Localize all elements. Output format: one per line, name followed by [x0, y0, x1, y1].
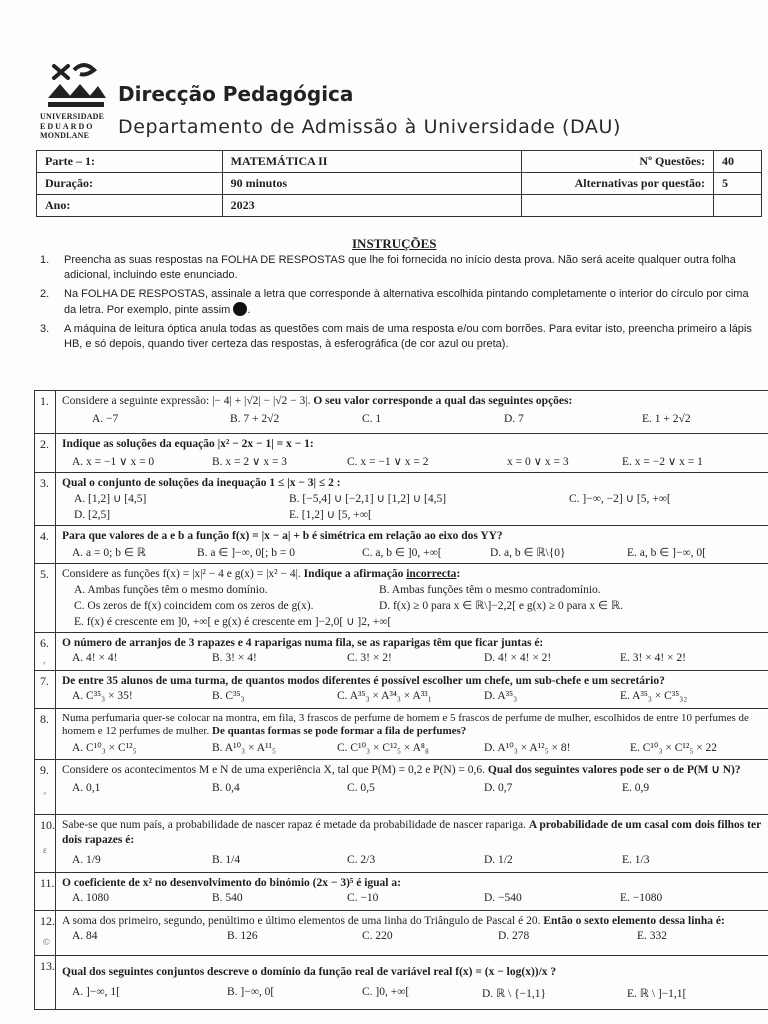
instruction-text: A máquina de leitura óptica anula todas as questões com mais de uma resposta e/ou com borrões. Para evitar isto, preencha primeiro a lápis HB, e só depois, quando tiver certeza das respostas, à esferográfica (de cor azul ou preta).	[64, 323, 752, 350]
option-a[interactable]: A. 4! × 4!	[72, 652, 118, 664]
option-a[interactable]: A. [1,2] ∪ [4,5]	[74, 493, 147, 505]
option-c[interactable]: C. ]0, +∞[	[362, 986, 410, 998]
option-e[interactable]: E. f(x) é crescente em ]0, +∞[ e g(x) é crescente em ]−2,0[ ∪ ]2, +∞[	[74, 616, 392, 628]
options-row	[62, 782, 768, 798]
option-e[interactable]: E. 3! × 4! × 2!	[620, 652, 686, 664]
questions-label: Nº Questões:	[522, 151, 714, 173]
option-a[interactable]: A. x = −1 ∨ x = 0	[72, 456, 155, 468]
instructions-title: INSTRUÇÕES	[352, 236, 437, 251]
questions-value: 40	[714, 151, 762, 173]
option-c[interactable]: C. Os zeros de f(x) coincidem com os zeros de g(x).	[74, 600, 314, 612]
option-d[interactable]: D. A³⁵₃	[484, 690, 518, 702]
question-number: 13.	[35, 956, 56, 1010]
question-number	[35, 633, 56, 671]
question-stem: Para que valores de a e b a função f(x) = |x − a| + b é simétrica em relação ao eixo dos YY?	[62, 530, 503, 542]
question-stem-bold: De quantas formas se pode formar a fila de perfumes?	[212, 725, 467, 737]
question-body	[56, 526, 768, 564]
question-row	[35, 473, 768, 526]
question-stem: Numa perfumaria quer-se colocar na montra, em fila, 3 frascos de perfume de homem e 5 frascos de perfume de mulher, escolhidos de entre 10 perfumes de homem e 12 perfumes de mulher.	[62, 712, 749, 737]
option-e[interactable]: E. a, b ∈ ]−∞, 0[	[627, 547, 706, 559]
option-e[interactable]: E. 1 + 2√2	[642, 413, 691, 425]
instruction-item	[40, 287, 752, 318]
option-a[interactable]: A. 1080	[72, 892, 110, 904]
options-row	[62, 854, 768, 870]
uem-emblem-icon	[44, 62, 106, 110]
question-number	[35, 760, 56, 815]
option-e[interactable]: E. ℝ \ ]−1,1[	[627, 988, 687, 1000]
question-number: 1.	[35, 391, 56, 434]
instruction-number: 3.	[40, 323, 50, 335]
question-stem: Qual dos seguintes conjuntos descreve o domínio da função real de variável real f(x) = (x − log(x))/x ?	[62, 966, 557, 978]
option-b[interactable]: B. C³⁵₃	[212, 690, 245, 702]
exam-info-table	[36, 150, 762, 217]
subject-value: MATEMÁTICA II	[222, 151, 521, 173]
instruction-number: 2.	[40, 288, 50, 300]
question-row	[35, 564, 768, 633]
empty-cell	[522, 195, 714, 217]
option-b[interactable]: B. 540	[212, 892, 243, 904]
question-row	[35, 760, 768, 815]
option-c[interactable]: C. 0,5	[347, 782, 375, 794]
question-stem: Considere as funções f(x) = |x|² − 4 e g(x) = |x² − 4|.	[62, 568, 304, 580]
option-c[interactable]: C. 1	[362, 413, 382, 425]
option-c[interactable]: C. a, b ∈ ]0, +∞[	[362, 547, 442, 559]
logo-line-2: EDUARDO	[40, 121, 95, 131]
option-d[interactable]: D. −540	[484, 892, 522, 904]
stray-mark: ◦	[43, 788, 47, 798]
options-grid	[62, 492, 768, 523]
option-c[interactable]: C. 3! × 2!	[347, 652, 392, 664]
options-row	[62, 892, 768, 908]
option-c[interactable]: C. x = −1 ∨ x = 2	[347, 456, 429, 468]
options-row	[62, 454, 768, 470]
question-body	[56, 671, 768, 709]
filled-circle-icon	[233, 302, 247, 316]
question-number: 3.	[35, 473, 56, 526]
question-number	[35, 911, 56, 956]
question-stem-bold: Então o sexto elemento dessa linha é:	[543, 915, 725, 927]
duration-label: Duração:	[37, 173, 223, 195]
university-logo	[40, 62, 112, 146]
question-stem: O número de arranjos de 3 rapazes e 4 raparigas numa fila, se as raparigas têm que ficar juntas é:	[62, 637, 544, 649]
option-a[interactable]: A. 0,1	[72, 782, 101, 794]
year-value: 2023	[222, 195, 521, 217]
question-number: 2.	[35, 434, 56, 473]
question-body	[56, 564, 768, 633]
question-body	[56, 956, 768, 1010]
options-grid	[62, 583, 768, 630]
question-stem: Indique as soluções da equação |x² − 2x − 1| = x − 1:	[62, 438, 314, 450]
question-stem: De entre 35 alunos de uma turma, de quantos modos diferentes é possível escolher um chefe, um sub-chefe e um secretário?	[62, 675, 665, 687]
instruction-text: Na FOLHA DE RESPOSTAS, assinale a letra que corresponde à alternativa escolhida pintando completamente o interior do círculo por cima da letra. Por exemplo, pinte assim	[64, 288, 749, 316]
question-stem-underlined: incorrecta	[406, 568, 457, 580]
instructions-list	[40, 253, 752, 356]
option-e[interactable]: E. 0,9	[622, 782, 650, 794]
question-number: 11.	[35, 873, 56, 911]
option-b[interactable]: B. A¹⁰₃ × A¹¹₅	[212, 742, 276, 754]
stray-mark: ,	[43, 655, 46, 665]
question-body	[56, 815, 768, 873]
option-d[interactable]: D. 7	[504, 413, 524, 425]
option-d[interactable]: D. ℝ \ {−1,1}	[482, 988, 547, 1000]
option-a[interactable]: A. Ambas funções têm o mesmo domínio.	[74, 584, 268, 596]
question-body	[56, 391, 768, 434]
logo-line-1: UNIVERSIDADE	[40, 112, 105, 121]
question-row	[35, 671, 768, 709]
option-c[interactable]: C. −10	[347, 892, 379, 904]
page-subtitle: Departamento de Admissão à Universidade (DAU)	[118, 116, 622, 138]
question-row	[35, 873, 768, 911]
question-number: 8.	[35, 709, 56, 760]
question-body	[56, 911, 768, 956]
question-stem: Qual o conjunto de soluções da inequação 1 ≤ |x − 3| ≤ 2 :	[62, 477, 341, 489]
stray-mark: ε	[43, 845, 47, 855]
option-a[interactable]: A. 84	[72, 930, 98, 942]
instruction-text-wrap: Na FOLHA DE RESPOSTAS, assinale a letra que corresponde à alternativa escolhida pintando completamente o interior do círculo por cima da letra. Por exemplo, pinte assim .	[64, 288, 749, 316]
option-b[interactable]: B. a ∈ ]−∞, 0[; b = 0	[197, 547, 295, 559]
question-row	[35, 815, 768, 873]
option-a[interactable]: A. −7	[92, 413, 119, 425]
question-number: 4.	[35, 526, 56, 564]
question-stem: Sabe-se que num país, a probabilidade de nascer rapaz é metade da probabilidade de nascer rapariga.	[62, 819, 529, 831]
question-body	[56, 434, 768, 473]
options-row	[62, 930, 768, 946]
question-stem-bold: Qual dos seguintes valores pode ser o de P(M ∪ N)?	[487, 764, 741, 776]
option-d[interactable]: D. 0,7	[484, 782, 513, 794]
option-e[interactable]: E. x = −2 ∨ x = 1	[622, 456, 703, 468]
option-b[interactable]: B. 3! × 4!	[212, 652, 257, 664]
question-row	[35, 633, 768, 671]
question-row	[35, 709, 768, 760]
option-c[interactable]: C. A³⁵₃ × A³⁴₃ × A³³₁	[337, 690, 432, 702]
question-row	[35, 526, 768, 564]
option-a[interactable]: A. 1/9	[72, 854, 101, 866]
option-a[interactable]: A. a = 0; b ∈ ℝ	[72, 547, 146, 559]
option-d[interactable]: D. 1/2	[484, 854, 513, 866]
question-body	[56, 709, 768, 760]
option-e[interactable]: E. [1,2] ∪ [5, +∞[	[289, 509, 372, 521]
option-e[interactable]: E. C¹⁰₃ × C¹²₅ × 22	[630, 742, 718, 754]
question-number: 5.	[35, 564, 56, 633]
option-c[interactable]: C. C¹⁰₃ × C¹²₅ × A⁸₈	[337, 742, 429, 754]
option-b[interactable]: B. x = 2 ∨ x = 3	[212, 456, 288, 468]
option-a[interactable]: A. ]−∞, 1[	[72, 986, 120, 998]
question-stem: A soma dos primeiro, segundo, penúltimo e último elementos de uma linha do Triângulo de Pascal é 20.	[62, 915, 544, 927]
question-stem-colon: :	[456, 568, 461, 580]
option-e[interactable]: E. 332	[637, 930, 668, 942]
option-c[interactable]: C. ]−∞, −2] ∪ [5, +∞[	[569, 493, 671, 505]
questions-table	[34, 390, 768, 1010]
options-row	[62, 740, 768, 756]
option-d[interactable]: x = 0 ∨ x = 3	[507, 456, 569, 468]
question-number-text: 12.	[40, 914, 55, 928]
question-number-text: 10.	[40, 818, 55, 832]
option-d[interactable]: D. 278	[498, 930, 530, 942]
question-body	[56, 873, 768, 911]
option-d[interactable]: D. A¹⁰₃ × A¹²₅ × 8!	[484, 742, 571, 754]
options-row	[62, 690, 768, 706]
option-b[interactable]: B. 7 + 2√2	[230, 413, 280, 425]
question-body	[56, 633, 768, 671]
instruction-number: 1.	[40, 254, 50, 266]
instruction-text: Preencha as suas respostas na FOLHA DE RESPOSTAS que lhe foi fornecida no início desta prova. Não será aceite qualquer outra folha adicional, incluindo este enunciado.	[64, 254, 736, 281]
option-b[interactable]: B. Ambas funções têm o mesmo contradomínio.	[379, 584, 601, 596]
instruction-item	[40, 322, 752, 352]
options-row	[62, 545, 768, 561]
part-label: Parte – 1:	[37, 151, 223, 173]
option-c[interactable]: C. 2/3	[347, 854, 376, 866]
question-stem-bold: Indique a afirmação	[303, 568, 407, 580]
option-b[interactable]: B. 126	[227, 930, 258, 942]
logo-line-3: MONDLANE	[40, 131, 90, 140]
option-b[interactable]: B. 1/4	[212, 854, 241, 866]
option-a[interactable]: A. C³⁵₃ × 35!	[72, 690, 133, 702]
option-b[interactable]: B. [−5,4] ∪ [−2,1] ∪ [1,2] ∪ [4,5]	[289, 493, 447, 505]
question-stem: Considere a seguinte expressão: |− 4| + |√2| − |√2 − 3|.	[62, 395, 311, 407]
question-row	[35, 391, 768, 434]
question-number: 7.	[35, 671, 56, 709]
option-b[interactable]: B. ]−∞, 0[	[227, 986, 275, 998]
option-e[interactable]: E. 1/3	[622, 854, 650, 866]
option-e[interactable]: E. A³⁵₃ × C³⁵₃₂	[620, 690, 688, 702]
option-e[interactable]: E. −1080	[620, 892, 663, 904]
option-d[interactable]: D. f(x) ≥ 0 para x ∈ ℝ\]−2,2[ e g(x) ≥ 0 para x ∈ ℝ.	[379, 600, 623, 612]
empty-cell	[714, 195, 762, 217]
question-stem-bold: O seu valor corresponde a qual das seguintes opções:	[310, 395, 573, 407]
options-row	[62, 652, 768, 668]
page-title: Direcção Pedagógica	[118, 82, 354, 106]
stray-mark: ©	[43, 937, 50, 947]
instruction-item	[40, 253, 752, 283]
option-a[interactable]: A. C¹⁰₃ × C¹²₅	[72, 742, 137, 754]
alternatives-value: 5	[714, 173, 762, 195]
question-number-text: 6.	[40, 636, 49, 650]
question-stem-bold: A probabilidade de um casal com dois filhos ter dois rapazes é:	[62, 819, 761, 846]
question-number-text: 9.	[40, 763, 49, 777]
question-row	[35, 956, 768, 1010]
question-body	[56, 760, 768, 815]
question-stem: Considere os acontecimentos M e N de uma experiência X, tal que P(M) = 0,2 e P(N) = 0,6.	[62, 764, 488, 776]
option-c[interactable]: C. 220	[362, 930, 393, 942]
option-d[interactable]: D. 4! × 4! × 2!	[484, 652, 552, 664]
option-b[interactable]: B. 0,4	[212, 782, 240, 794]
alternatives-label: Alternativas por questão:	[522, 173, 714, 195]
question-body	[56, 473, 768, 526]
duration-value: 90 minutos	[222, 173, 521, 195]
question-number	[35, 815, 56, 873]
options-row	[62, 413, 768, 429]
question-stem: O coeficiente de x² no desenvolvimento do binómio (2x − 3)⁵ é igual a:	[62, 877, 401, 889]
option-d[interactable]: D. a, b ∈ ℝ\{0}	[490, 547, 566, 559]
options-row	[62, 986, 768, 1002]
question-row	[35, 434, 768, 473]
question-row	[35, 911, 768, 956]
year-label: Ano:	[37, 195, 223, 217]
option-d[interactable]: D. [2,5]	[74, 509, 111, 521]
